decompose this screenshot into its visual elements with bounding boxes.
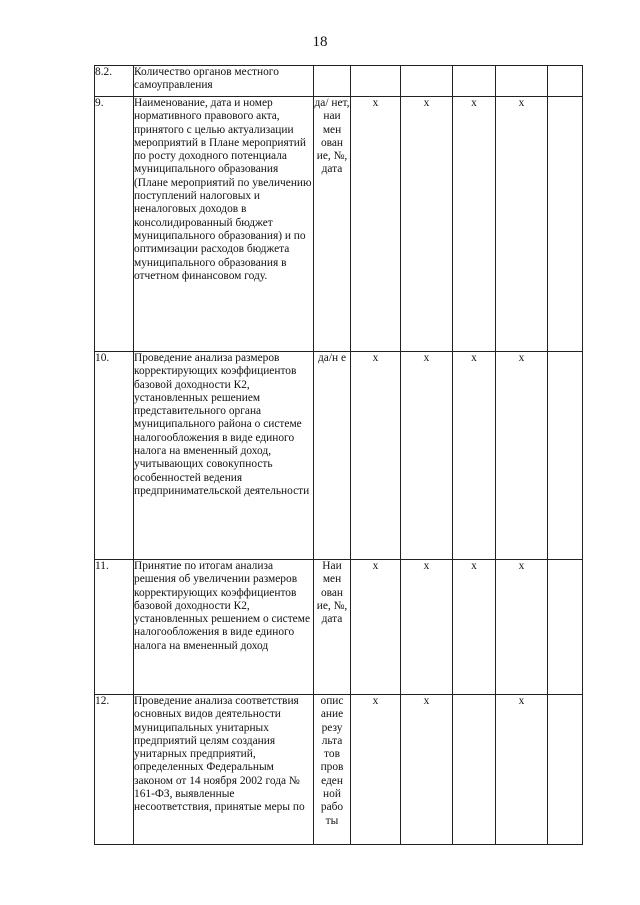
row-mark: х xyxy=(351,695,401,845)
row-mark xyxy=(453,695,496,845)
row-mark: х xyxy=(401,695,453,845)
table-row xyxy=(95,352,583,560)
row-number: 10. xyxy=(95,352,134,560)
row-mark: х xyxy=(351,560,401,695)
row-name: Проведение анализа размеров корректирующих коэффициентов базовой доходности К2, установленных решением представительного органа муниципального района о системе налогообложения в виде единого налога на вмененный доход, учитывающих совокупность особенностей ведения предпринимательской деятельности xyxy=(134,352,314,560)
row-mark: х xyxy=(496,695,548,845)
indicators-table xyxy=(94,65,583,845)
row-unit: да/н е xyxy=(314,352,351,560)
row-unit xyxy=(314,66,351,97)
table-row xyxy=(95,66,583,97)
row-number: 11. xyxy=(95,560,134,695)
row-number: 9. xyxy=(95,97,134,352)
row-unit: опис ание резу льта тов пров еден ной рабо ты xyxy=(314,695,351,845)
row-name: Наименование, дата и номер нормативного правового акта, принятого с целью актуализации мероприятий в Плане мероприятий по росту доходного потенциала муниципального образования (Плане мероприятий по увеличению поступлений налоговых и неналоговых доходов в консолидированный бюджет муниципального образования) и по оптимизации расходов бюджета муниципального образования в отчетном финансовом году. xyxy=(134,97,314,352)
row-mark xyxy=(496,66,548,97)
row-mark xyxy=(548,560,583,695)
row-mark: х xyxy=(401,97,453,352)
row-name: Проведение анализа соответствия основных видов деятельности муниципальных унитарных предприятий целям создания унитарных предприятий, определенных Федеральным законом от 14 ноября 2002 года № 161-ФЗ, выявленные несоответствия, принятые меры по xyxy=(134,695,314,845)
row-mark: х xyxy=(453,560,496,695)
row-name: Принятие по итогам анализа решения об увеличении размеров корректирующих коэффициентов базовой доходности К2, установленных решением о системе налогообложения в виде единого налога на вмененный доход xyxy=(134,560,314,695)
row-mark: х xyxy=(453,97,496,352)
row-unit: да/ нет, наи мен ован ие, №, дата xyxy=(314,97,351,352)
row-unit: Наи мен ован ие, №, дата xyxy=(314,560,351,695)
row-number: 8.2. xyxy=(95,66,134,97)
row-mark: х xyxy=(401,560,453,695)
row-mark: х xyxy=(453,352,496,560)
row-mark: х xyxy=(496,560,548,695)
row-mark xyxy=(548,97,583,352)
table-row xyxy=(95,97,583,352)
row-mark xyxy=(548,352,583,560)
row-name: Количество органов местного самоуправления xyxy=(134,66,314,97)
page-number: 18 xyxy=(312,34,328,50)
row-mark xyxy=(548,66,583,97)
row-mark xyxy=(548,695,583,845)
row-mark xyxy=(453,66,496,97)
row-mark: х xyxy=(351,352,401,560)
table-row xyxy=(95,560,583,695)
row-mark xyxy=(351,66,401,97)
row-mark: х xyxy=(496,352,548,560)
row-number: 12. xyxy=(95,695,134,845)
row-mark: х xyxy=(351,97,401,352)
table-row xyxy=(95,695,583,845)
row-mark: х xyxy=(401,352,453,560)
row-mark: х xyxy=(496,97,548,352)
row-mark xyxy=(401,66,453,97)
